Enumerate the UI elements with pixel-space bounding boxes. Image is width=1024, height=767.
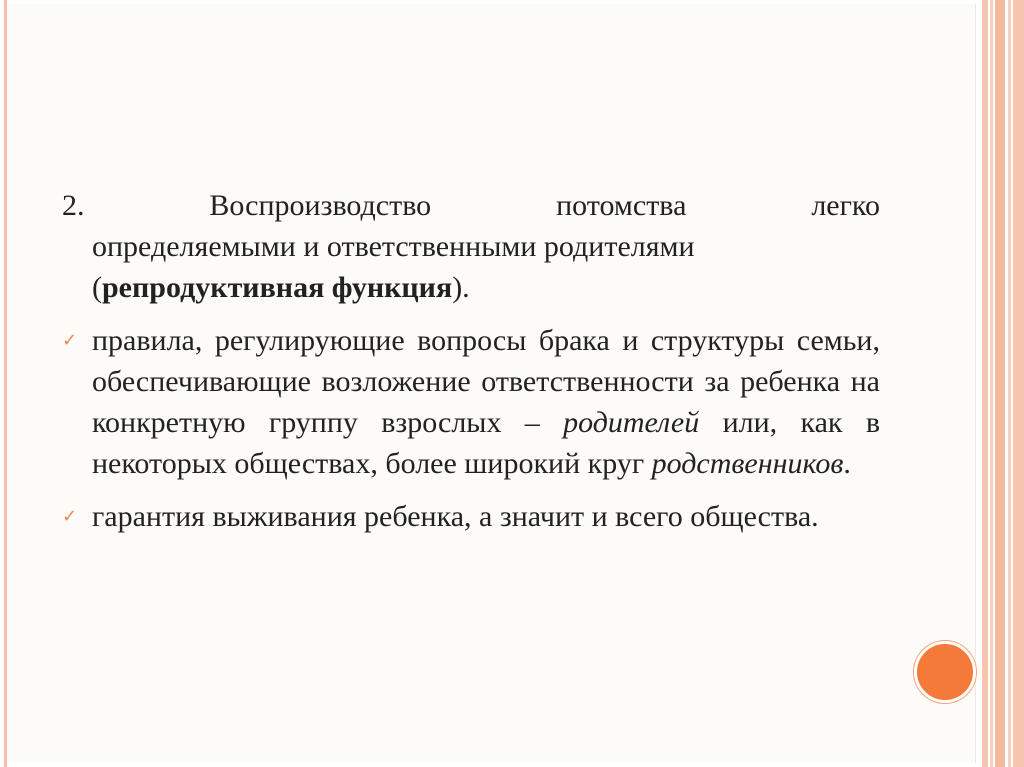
paragraph-text: определяемыми и ответственными родителями bbox=[92, 230, 695, 263]
decor-stripe bbox=[1008, 0, 1011, 767]
decor-stripe bbox=[982, 0, 988, 767]
word: потомства bbox=[556, 189, 687, 222]
checkmark-icon: ✓ bbox=[62, 330, 78, 351]
paragraph-number: 2. bbox=[62, 189, 85, 222]
word: Воспроизводство bbox=[209, 189, 432, 222]
bullet-text: гарантия выживания ребенка, а значит и всего общества. bbox=[92, 500, 819, 533]
paren-close: ). bbox=[452, 271, 470, 304]
decor-stripe bbox=[995, 0, 1005, 767]
word: легко bbox=[811, 189, 880, 222]
decor-stripe bbox=[990, 0, 993, 767]
slide-body bbox=[62, 185, 880, 537]
bullet-italic: родственников bbox=[651, 447, 844, 480]
bullet-item bbox=[62, 496, 880, 537]
bullet-italic: родителей bbox=[563, 406, 700, 439]
paragraph-reproductive bbox=[62, 185, 880, 308]
paren-open: ( bbox=[92, 271, 102, 304]
bullet-text: правила, регулирующие вопросы брака и структуры семьи, обеспечивающие возложение ответственности за ребенка на конкретную группу взрослых – bbox=[92, 324, 880, 439]
bullet-text: . bbox=[843, 447, 851, 480]
paragraph-first-line bbox=[62, 185, 880, 226]
bullet-text: или, как в некоторых обществах, более широкий круг bbox=[92, 406, 880, 480]
term-bold: репродуктивная функция bbox=[102, 271, 453, 304]
decor-stripe bbox=[1013, 0, 1024, 767]
bullet-item bbox=[62, 320, 880, 484]
checkmark-icon: ✓ bbox=[62, 506, 78, 527]
paragraph-line bbox=[62, 226, 880, 267]
paragraph-line bbox=[62, 267, 880, 308]
decor-orange-circle bbox=[914, 641, 976, 703]
